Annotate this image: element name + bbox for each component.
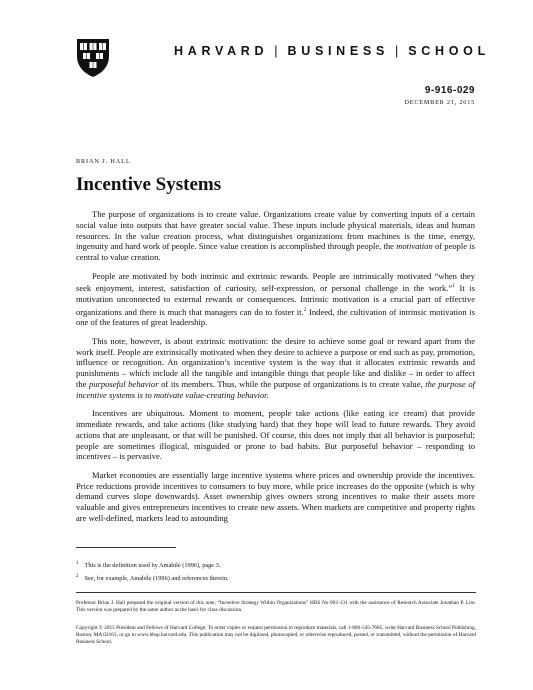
paragraph-text: It is motivation unconnected to external rewards or consequences. Intrinsic motivation is a crucial part of effective organizations and there is much that managers can do to foster it. [76,283,475,317]
footnote-text: See, for example, Amabile (1996) and references therein. [84,575,229,583]
paragraph-text: Market economies are essentially large incentive systems where prices and ownership provide the incentives. Price reductions provide incentives to consumers to buy more, while price increases do the opposite (which is why demand curves slope downwards). Asset ownership gives owners strong incentives to make their assets more valuable and gives entrepreneurs incentives to create new assets. When markets are competitive and property rights are well-defined, markets lead to astounding [76,469,475,523]
footnote-number: 2 [76,574,79,579]
paragraph-text: The purpose of organizations is to create value. Organizations create value by converting inputs of a certain social value into outputs that have greater social value. These inputs include physical materials, ideas and human resources. In the value creation process, what distinguishes organizations from machines is the time, energy, ingenuity and hard work of people. Since value creation is accomplished through people, the [76,209,475,252]
paragraph-text: People are motivated by both intrinsic and extrinsic rewards. People are intrinsically motivated “when they seek enjoyment, interest, satisfaction of curiosity, self-expression, or personal challenge in the work.” [76,270,475,294]
italic-text: the purpose of incentive systems is to motivate value-creating behavior. [76,379,475,400]
paragraph-text: Indeed, the cultivation of intrinsic motivation is one of the features of great leadership. [76,306,475,328]
body-paragraph [76,408,475,462]
footnote-reference: 2 [303,306,307,313]
document-title: Incentive Systems [76,174,222,195]
harvard-veritas-shield-icon [76,38,110,78]
italic-text: motivation [396,241,433,252]
body-paragraph [76,470,475,524]
italic-text: purposeful behavior [89,379,159,390]
author-name: BRIAN J. HALL [76,158,131,165]
footnote-text: This is the definition used by Amabile (1996), page 3. [84,562,221,570]
header-divider: | [395,44,399,58]
footnote-reference: 1 [452,283,455,290]
paragraph-text: of people is central to value creation. [76,241,475,263]
body-paragraph [76,209,475,263]
school-name [174,44,490,58]
footnote-rule [76,547,176,548]
school-word-school: SCHOOL [408,44,490,58]
header-divider: | [274,44,278,58]
school-word-harvard: HARVARD [174,44,269,58]
body-paragraph [76,271,475,329]
copyright-notice: Copyright © 2015 President and Fellows of Harvard College. To order copies or request permission to reproduce materials, call 1-800-545-7685, write Harvard Business School Publishing, Boston, MA 02163, or go to www.hbsp.harvard.edu. This publication may not be digitized, photocopied, or otherwise reproduced, posted, or transmitted, without the permission of Harvard Business School. [76,625,476,645]
footnote-number: 1 [76,561,79,566]
school-word-business: BUSINESS [287,44,390,58]
case-date: DECEMBER 21, 2015 [404,99,475,106]
body-paragraph [76,336,475,401]
body-text [76,209,475,531]
paragraph-text: of its members. Thus, while the purpose of organizations is to create value, [158,379,426,390]
footnote-2 [76,574,476,582]
paragraph-text: Incentives are ubiquitous. Moment to moment, people take actions (like eating ice cream) that provide immediate rewards, and take actions (like studying hard) that they hope will lead to future rewards. They avoid actions that are unpleasant, or that will be punished. Of course, this does not imply that all behavior is purposeful; people are sometimes illogical, misguided or prone to bad habits. But purposeful behavior – responding to incentives – is pervasive. [76,408,475,462]
bottom-rule [76,592,476,593]
paragraph-text: This note, however, is about extrinsic motivation: the desire to achieve some goal or reward apart from the work itself. People are extrinsically motivated when they desire to achieve a purpose or end such as pay, promotion, influence or recognition. An organization’s incentive system is the way that it allocates extrinsic rewards and punishments – which include all the tangible and intangible things that people like and dislike – in order to affect the [76,335,475,390]
authorship-note: Professor Brian J. Hall prepared the original version of this note, “Incentive Strategy Within Organizations” HBS No 902-131 with the assistance of Research Associate Jonathan P. Lim. This version was prepared by the same author as the basis for class discussion. [76,600,476,613]
footnote-1 [76,561,476,569]
case-number: 9-916-029 [424,85,475,96]
